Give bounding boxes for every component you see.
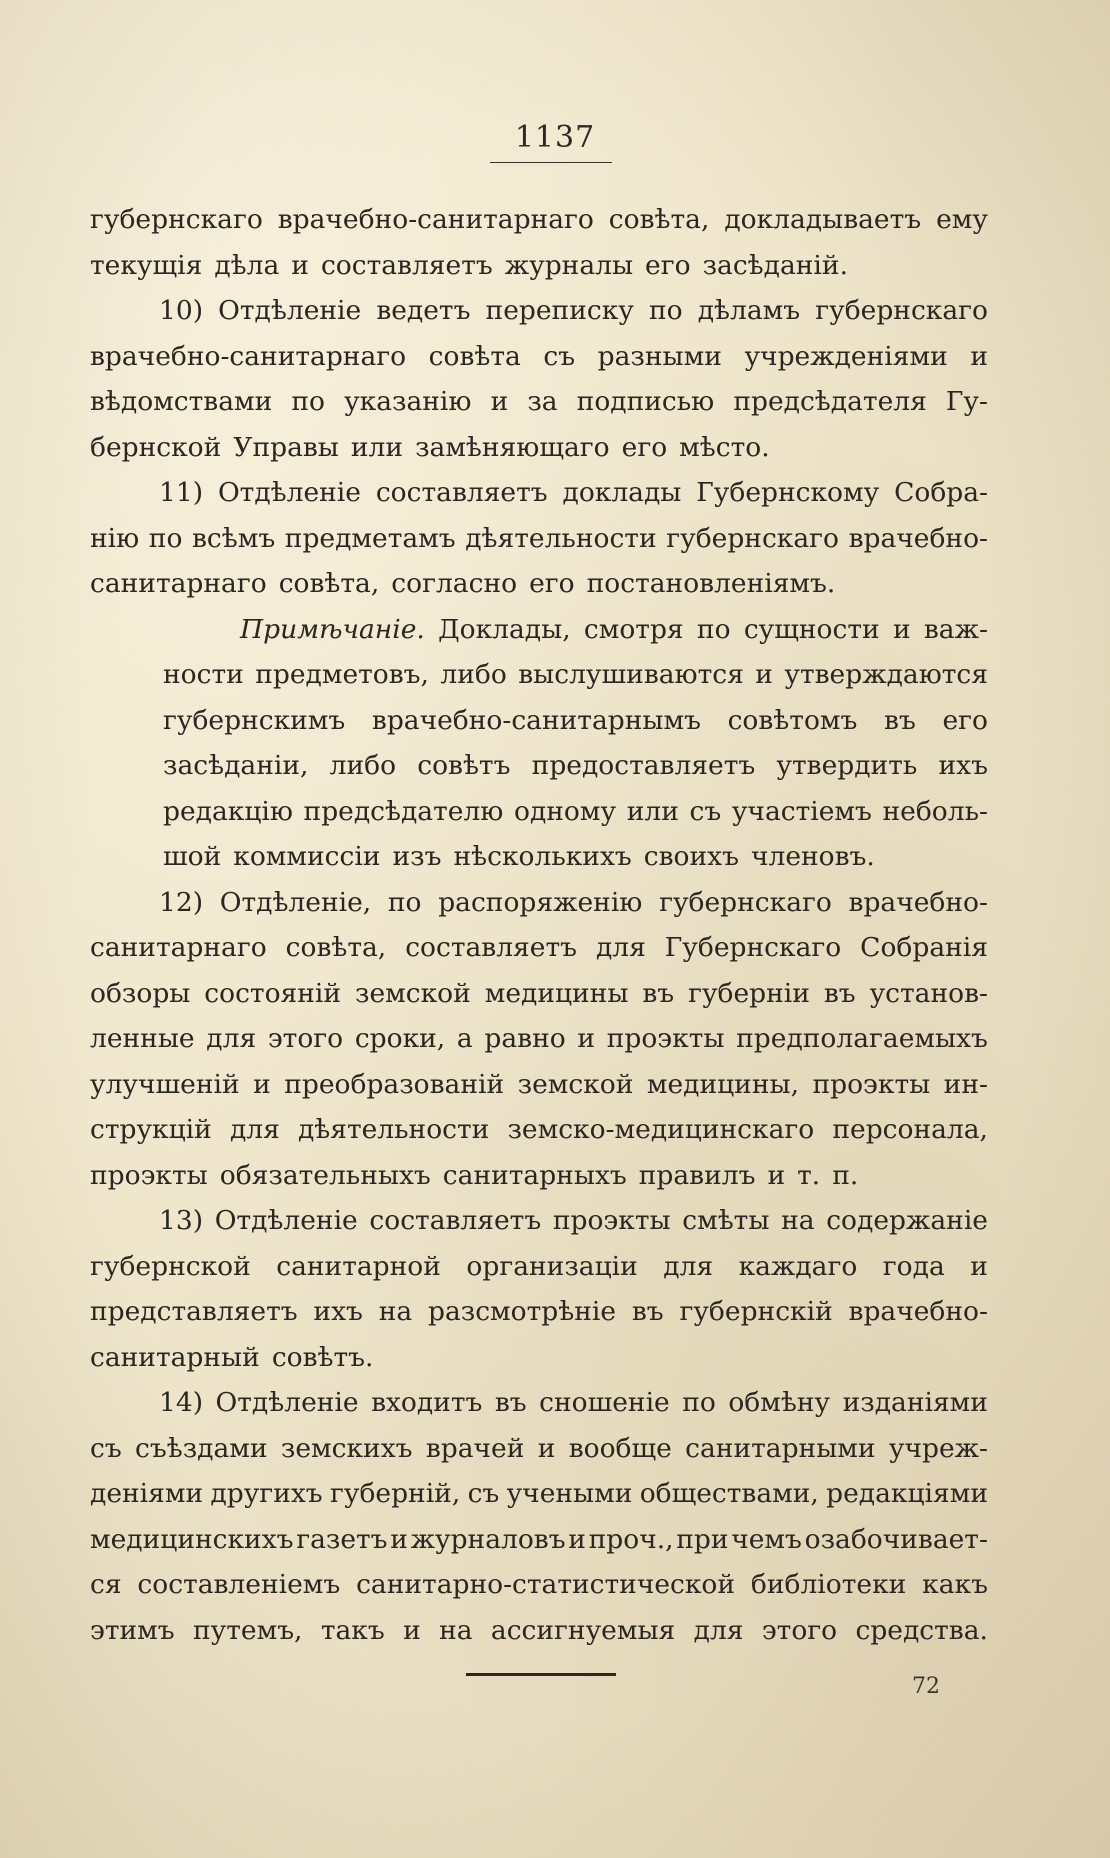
- text-line: губернскаго врачебно-санитарнаго совѣта, докладываетъ ему: [90, 204, 988, 235]
- text-line: вѣдомствами по указанію и за подписью предсѣдателя Гу-: [90, 386, 988, 417]
- text-line: текущія дѣла и составляетъ журналы его засѣданій.: [90, 249, 848, 281]
- text-line: Примѣчаніе. Доклады, смотря по сущности и важ-: [240, 613, 988, 645]
- text-line: санитарнаго совѣта, согласно его постановленіямъ.: [90, 568, 836, 599]
- text-line: шой коммиссіи изъ нѣсколькихъ своихъ членовъ.: [163, 841, 875, 872]
- text-line: засѣданіи, либо совѣтъ предоставляетъ утвердить ихъ: [163, 750, 988, 781]
- text-line: улучшеній и преобразованій земской медицины, проэкты ин-: [90, 1068, 988, 1100]
- text-line: струкцій для дѣятельности земско-медицинскаго персонала,: [90, 1114, 988, 1145]
- page-number: 1137: [514, 120, 596, 155]
- text-line: этимъ путемъ, такъ и на ассигнуемыя для этого средства.: [90, 1614, 988, 1646]
- text-line: ся составленіемъ санитарно-статистической библіотеки какъ: [90, 1569, 988, 1600]
- text-line: 10) Отдѣленіе ведетъ переписку по дѣламъ губернскаго: [159, 295, 988, 326]
- text-line: представляетъ ихъ на разсмотрѣніе въ губернскій врачебно-: [90, 1296, 988, 1327]
- text-line: 14) Отдѣленіе входитъ въ сношеніе по обмѣну изданіями: [159, 1387, 988, 1418]
- text-line: редакцію предсѣдателю одному или съ участіемъ неболь-: [163, 795, 988, 827]
- text-line: проэкты обязательныхъ санитарныхъ правилъ и т. п.: [90, 1159, 859, 1191]
- text-line: 12) Отдѣленіе, по распоряженію губернскаго врачебно-: [159, 886, 988, 918]
- text-line: нію по всѣмъ предметамъ дѣятельности губернскаго врачебно-: [90, 522, 988, 554]
- text-line: 13) Отдѣленіе составляетъ проэкты смѣты на содержаніе: [159, 1205, 988, 1236]
- footer-rule: [466, 1673, 616, 1676]
- text-line: 11) Отдѣленіе составляетъ доклады Губернскому Собра-: [159, 477, 988, 508]
- text-line: губернской санитарной организаціи для каждаго года и: [90, 1250, 988, 1282]
- text-line: съ съѣздами земскихъ врачей и вообще санитарными учреж-: [90, 1432, 988, 1464]
- text-line: санитарный совѣтъ.: [90, 1341, 374, 1373]
- text-line: губернскимъ врачебно-санитарнымъ совѣтомъ въ его: [163, 704, 988, 736]
- header-rule: [490, 162, 612, 163]
- text-line: санитарнаго совѣта, составляетъ для Губернскаго Собранія: [90, 932, 988, 963]
- text-line: ленные для этого сроки, а равно и проэкты предполагаемыхъ: [90, 1023, 988, 1054]
- text-line: медицинскихъ газетъ и журналовъ и проч., при чемъ озабочивает-: [90, 1523, 988, 1555]
- text-line: обзоры состояній земской медицины въ губерніи въ установ-: [90, 977, 988, 1009]
- text-line: деніями другихъ губерній, съ учеными обществами, редакціями: [90, 1478, 988, 1509]
- printer-signature-mark: 72: [912, 1674, 940, 1699]
- text-line: врачебно-санитарнаго совѣта съ разными учрежденіями и: [90, 340, 988, 372]
- text-line: бернской Управы или замѣняющаго его мѣсто.: [90, 431, 770, 463]
- text-line: ности предметовъ, либо выслушиваются и утверждаются: [163, 659, 988, 690]
- body-text: [90, 197, 988, 1653]
